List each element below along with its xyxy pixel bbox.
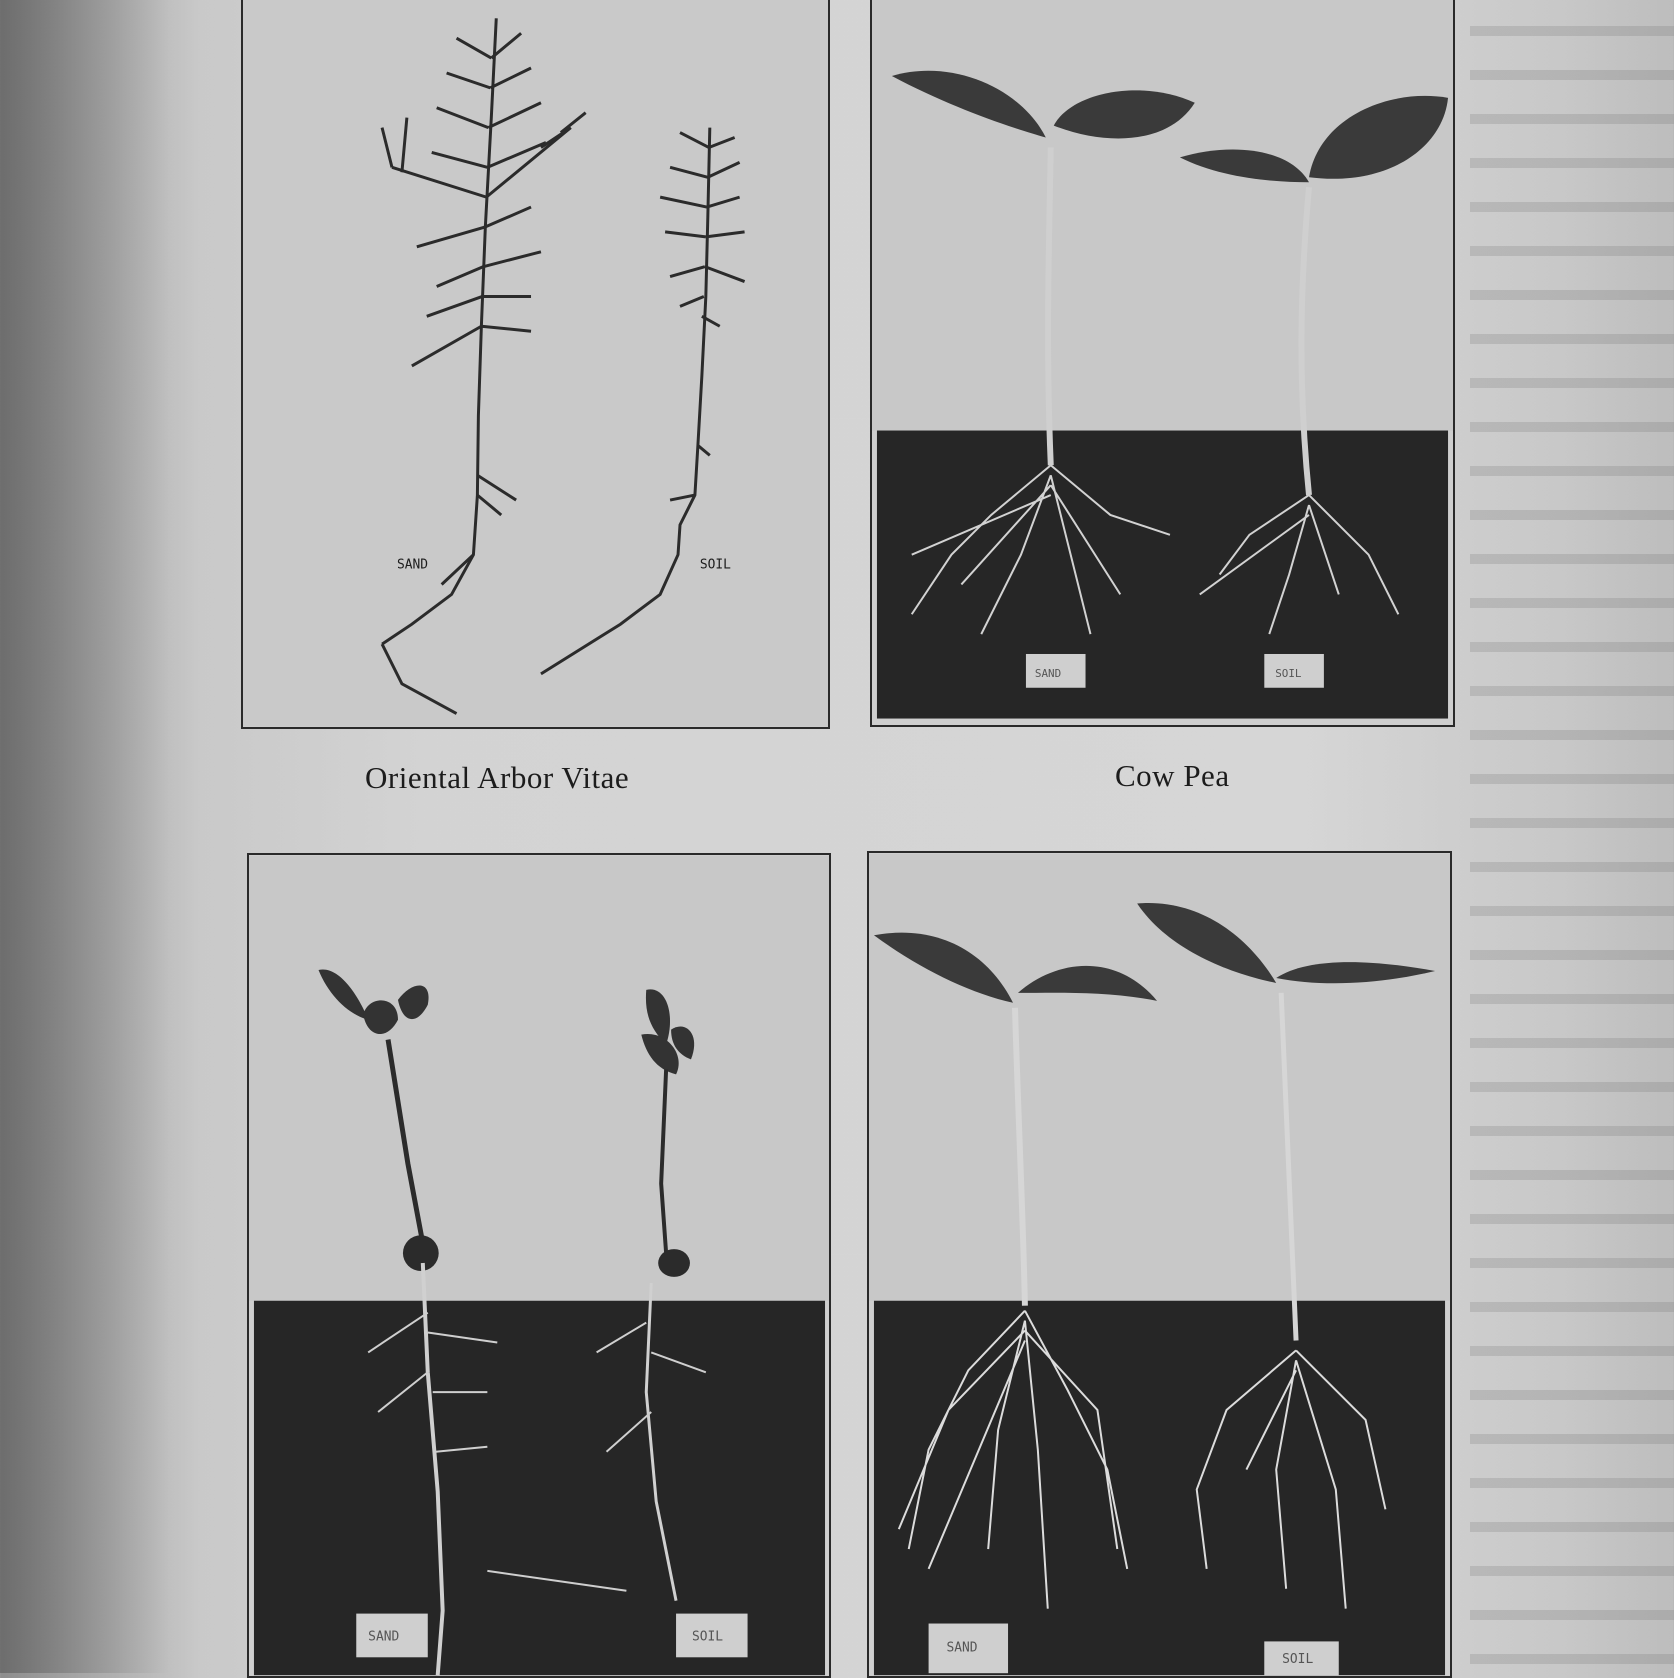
bottom-right-sand-label: SAND	[946, 1640, 978, 1656]
arbor-soil-label: SOIL	[699, 557, 731, 573]
bottom-left-soil-label: SOIL	[691, 1629, 724, 1645]
bottom-right-soil-label: SOIL	[1282, 1652, 1314, 1668]
caption-cow-pea: Cow Pea	[1115, 758, 1230, 793]
arbor-sand-label: SAND	[396, 557, 429, 573]
bottom-left-illustration	[249, 855, 829, 1676]
cowpea-soil-label: SOIL	[1275, 666, 1302, 680]
caption-oriental-arbor-vitae: Oriental Arbor Vitae	[365, 760, 630, 795]
cow-pea-illustration	[872, 0, 1453, 725]
photo-bottom-right-seedlings	[867, 851, 1452, 1678]
bottom-left-sand-label: SAND	[368, 1629, 400, 1645]
bottom-right-illustration	[869, 853, 1450, 1676]
photo-bottom-left-seedlings	[247, 853, 831, 1678]
arbor-vitae-illustration	[243, 0, 828, 727]
cowpea-sand-label: SAND	[1034, 666, 1062, 680]
photo-oriental-arbor-vitae	[241, 0, 830, 729]
page-binding-shadow	[0, 0, 170, 1673]
facing-page-bleed-through	[1470, 0, 1674, 1673]
photo-cow-pea	[870, 0, 1455, 727]
